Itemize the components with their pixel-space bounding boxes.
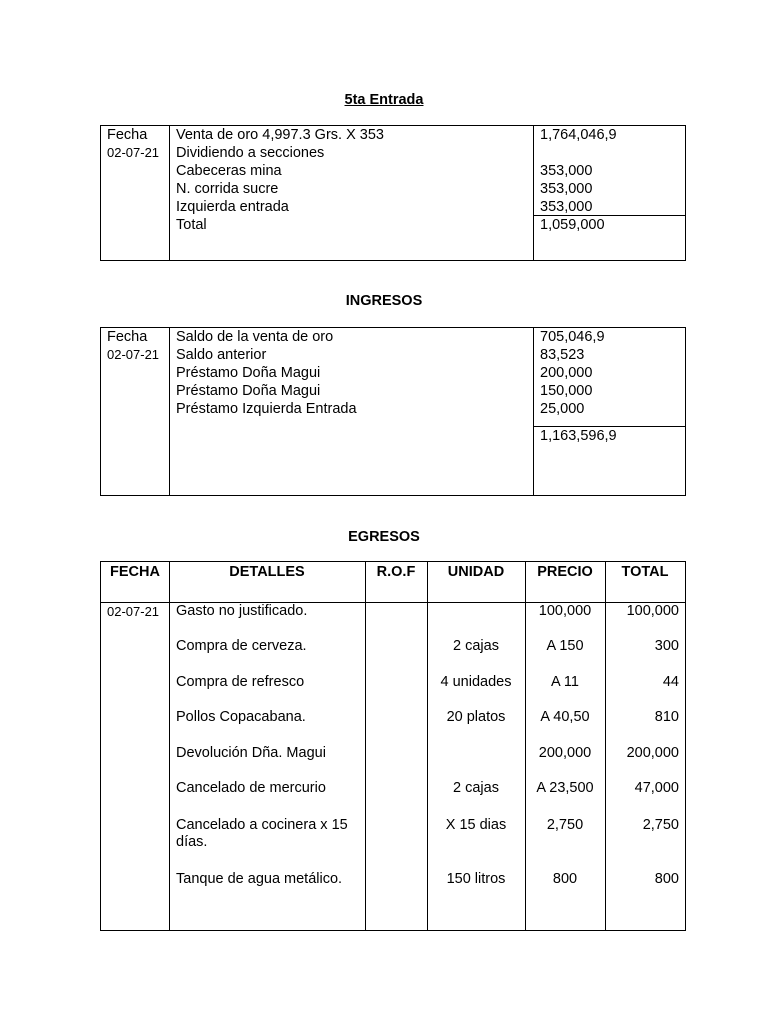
egresos-row-7-precio: 2,750 [546, 817, 584, 833]
egresos-row-1-total: 100,000 [626, 603, 679, 619]
egresos-row-8-total: 800 [654, 871, 679, 887]
entrada-detail-1: Venta de oro 4,997.3 Grs. X 353 [176, 127, 384, 143]
egresos-header-precio: PRECIO [537, 564, 593, 580]
entrada-detail-2: Dividiendo a secciones [176, 145, 325, 161]
egresos-row-8-precio: 800 [552, 871, 578, 887]
egresos-table [100, 561, 686, 931]
egresos-header-unidad: UNIDAD [447, 564, 505, 580]
egresos-row-4-precio: A 40,50 [540, 709, 590, 725]
egresos-row-6-unidad: 2 cajas [453, 780, 499, 796]
egresos-row-7-detalle: Cancelado a cocinera x 15 días. [176, 817, 348, 850]
egresos-title: EGRESOS [348, 529, 420, 545]
ingresos-divider-1 [169, 328, 170, 495]
entrada-detail-3: Cabeceras mina [176, 163, 282, 179]
entrada-amount-4: 353,000 [540, 181, 593, 197]
entrada-fecha-label: Fecha [107, 127, 148, 143]
ingresos-amount-2: 83,523 [540, 347, 585, 363]
ingresos-amount-3: 200,000 [540, 365, 593, 381]
egresos-row-8-unidad: 150 litros [446, 871, 506, 887]
entrada-total-label: Total [176, 217, 207, 233]
ingresos-amounts [540, 328, 605, 418]
egresos-row-5-detalle: Devolución Dña. Magui [176, 745, 326, 761]
ingresos-detail-1: Saldo de la venta de oro [176, 329, 334, 345]
egresos-header-detalles: DETALLES [229, 564, 305, 580]
ingresos-detail-4: Préstamo Doña Magui [176, 383, 321, 399]
ingresos-detail-2: Saldo anterior [176, 347, 267, 363]
egresos-col-divider-1 [169, 562, 170, 930]
entrada-detail-5: Izquierda entrada [176, 199, 289, 215]
egresos-row-6-detalle: Cancelado de mercurio [176, 780, 326, 796]
entrada-amount-1: 1,764,046,9 [540, 127, 617, 143]
egresos-row-3-detalle: Compra de refresco [176, 674, 305, 690]
egresos-row-2-total: 300 [654, 638, 679, 654]
egresos-row-4-total: 810 [654, 709, 679, 725]
ingresos-fecha-label: Fecha [107, 329, 148, 345]
ingresos-amount-4: 150,000 [540, 383, 593, 399]
egresos-header-rof: R.O.F [376, 564, 416, 580]
entrada-amount-3: 353,000 [540, 163, 593, 179]
egresos-row-4-detalle: Pollos Copacabana. [176, 709, 306, 725]
entrada-total-value: 1,059,000 [540, 217, 605, 233]
egresos-row-7-unidad: X 15 dias [445, 817, 507, 833]
egresos-row-4-unidad: 20 platos [446, 709, 506, 725]
ingresos-amount-5: 25,000 [540, 401, 585, 417]
entrada-table [100, 125, 686, 261]
egresos-row-2-unidad: 2 cajas [453, 638, 499, 654]
ingresos-fecha-date: 02-07-21 [107, 347, 160, 362]
egresos-row-1-precio: 100,000 [538, 603, 592, 619]
entrada-title: 5ta Entrada [344, 92, 424, 108]
ingresos-amount-1: 705,046,9 [540, 329, 605, 345]
egresos-row-7-total: 2,750 [642, 817, 679, 833]
egresos-header-total: TOTAL [621, 564, 669, 580]
egresos-row-2-detalle: Compra de cerveza. [176, 638, 307, 654]
ingresos-details [176, 328, 357, 418]
egresos-row-5-precio: 200,000 [538, 745, 592, 761]
egresos-row-3-precio: A 11 [551, 674, 579, 690]
egresos-row-8-detalle: Tanque de agua metálico. [176, 871, 343, 887]
entrada-fecha-date: 02-07-21 [107, 145, 160, 160]
entrada-amount-5: 353,000 [540, 199, 593, 215]
ingresos-divider-2 [533, 328, 534, 495]
egresos-header-fecha: FECHA [110, 564, 160, 580]
ingresos-title: INGRESOS [345, 293, 423, 309]
egresos-row-3-unidad: 4 unidades [440, 674, 512, 690]
egresos-row-6-precio: A 23,500 [536, 780, 594, 796]
ingresos-total-value: 1,163,596,9 [540, 428, 617, 444]
egresos-row-6-total: 47,000 [634, 780, 679, 796]
entrada-detail-4: N. corrida sucre [176, 181, 279, 197]
ingresos-detail-3: Préstamo Doña Magui [176, 365, 321, 381]
egresos-row-5-total: 200,000 [626, 745, 679, 761]
entrada-divider-2 [533, 126, 534, 260]
entrada-details [176, 126, 384, 234]
egresos-col-divider-2 [365, 562, 366, 930]
ingresos-detail-5: Préstamo Izquierda Entrada [176, 401, 357, 417]
egresos-row-2-precio: A 150 [546, 638, 584, 654]
egresos-row-3-total: 44 [662, 674, 679, 690]
egresos-row-1-detalle: Gasto no justificado. [176, 603, 308, 619]
ingresos-table [100, 327, 686, 496]
entrada-divider-1 [169, 126, 170, 260]
egresos-fecha-date: 02-07-21 [107, 604, 160, 619]
